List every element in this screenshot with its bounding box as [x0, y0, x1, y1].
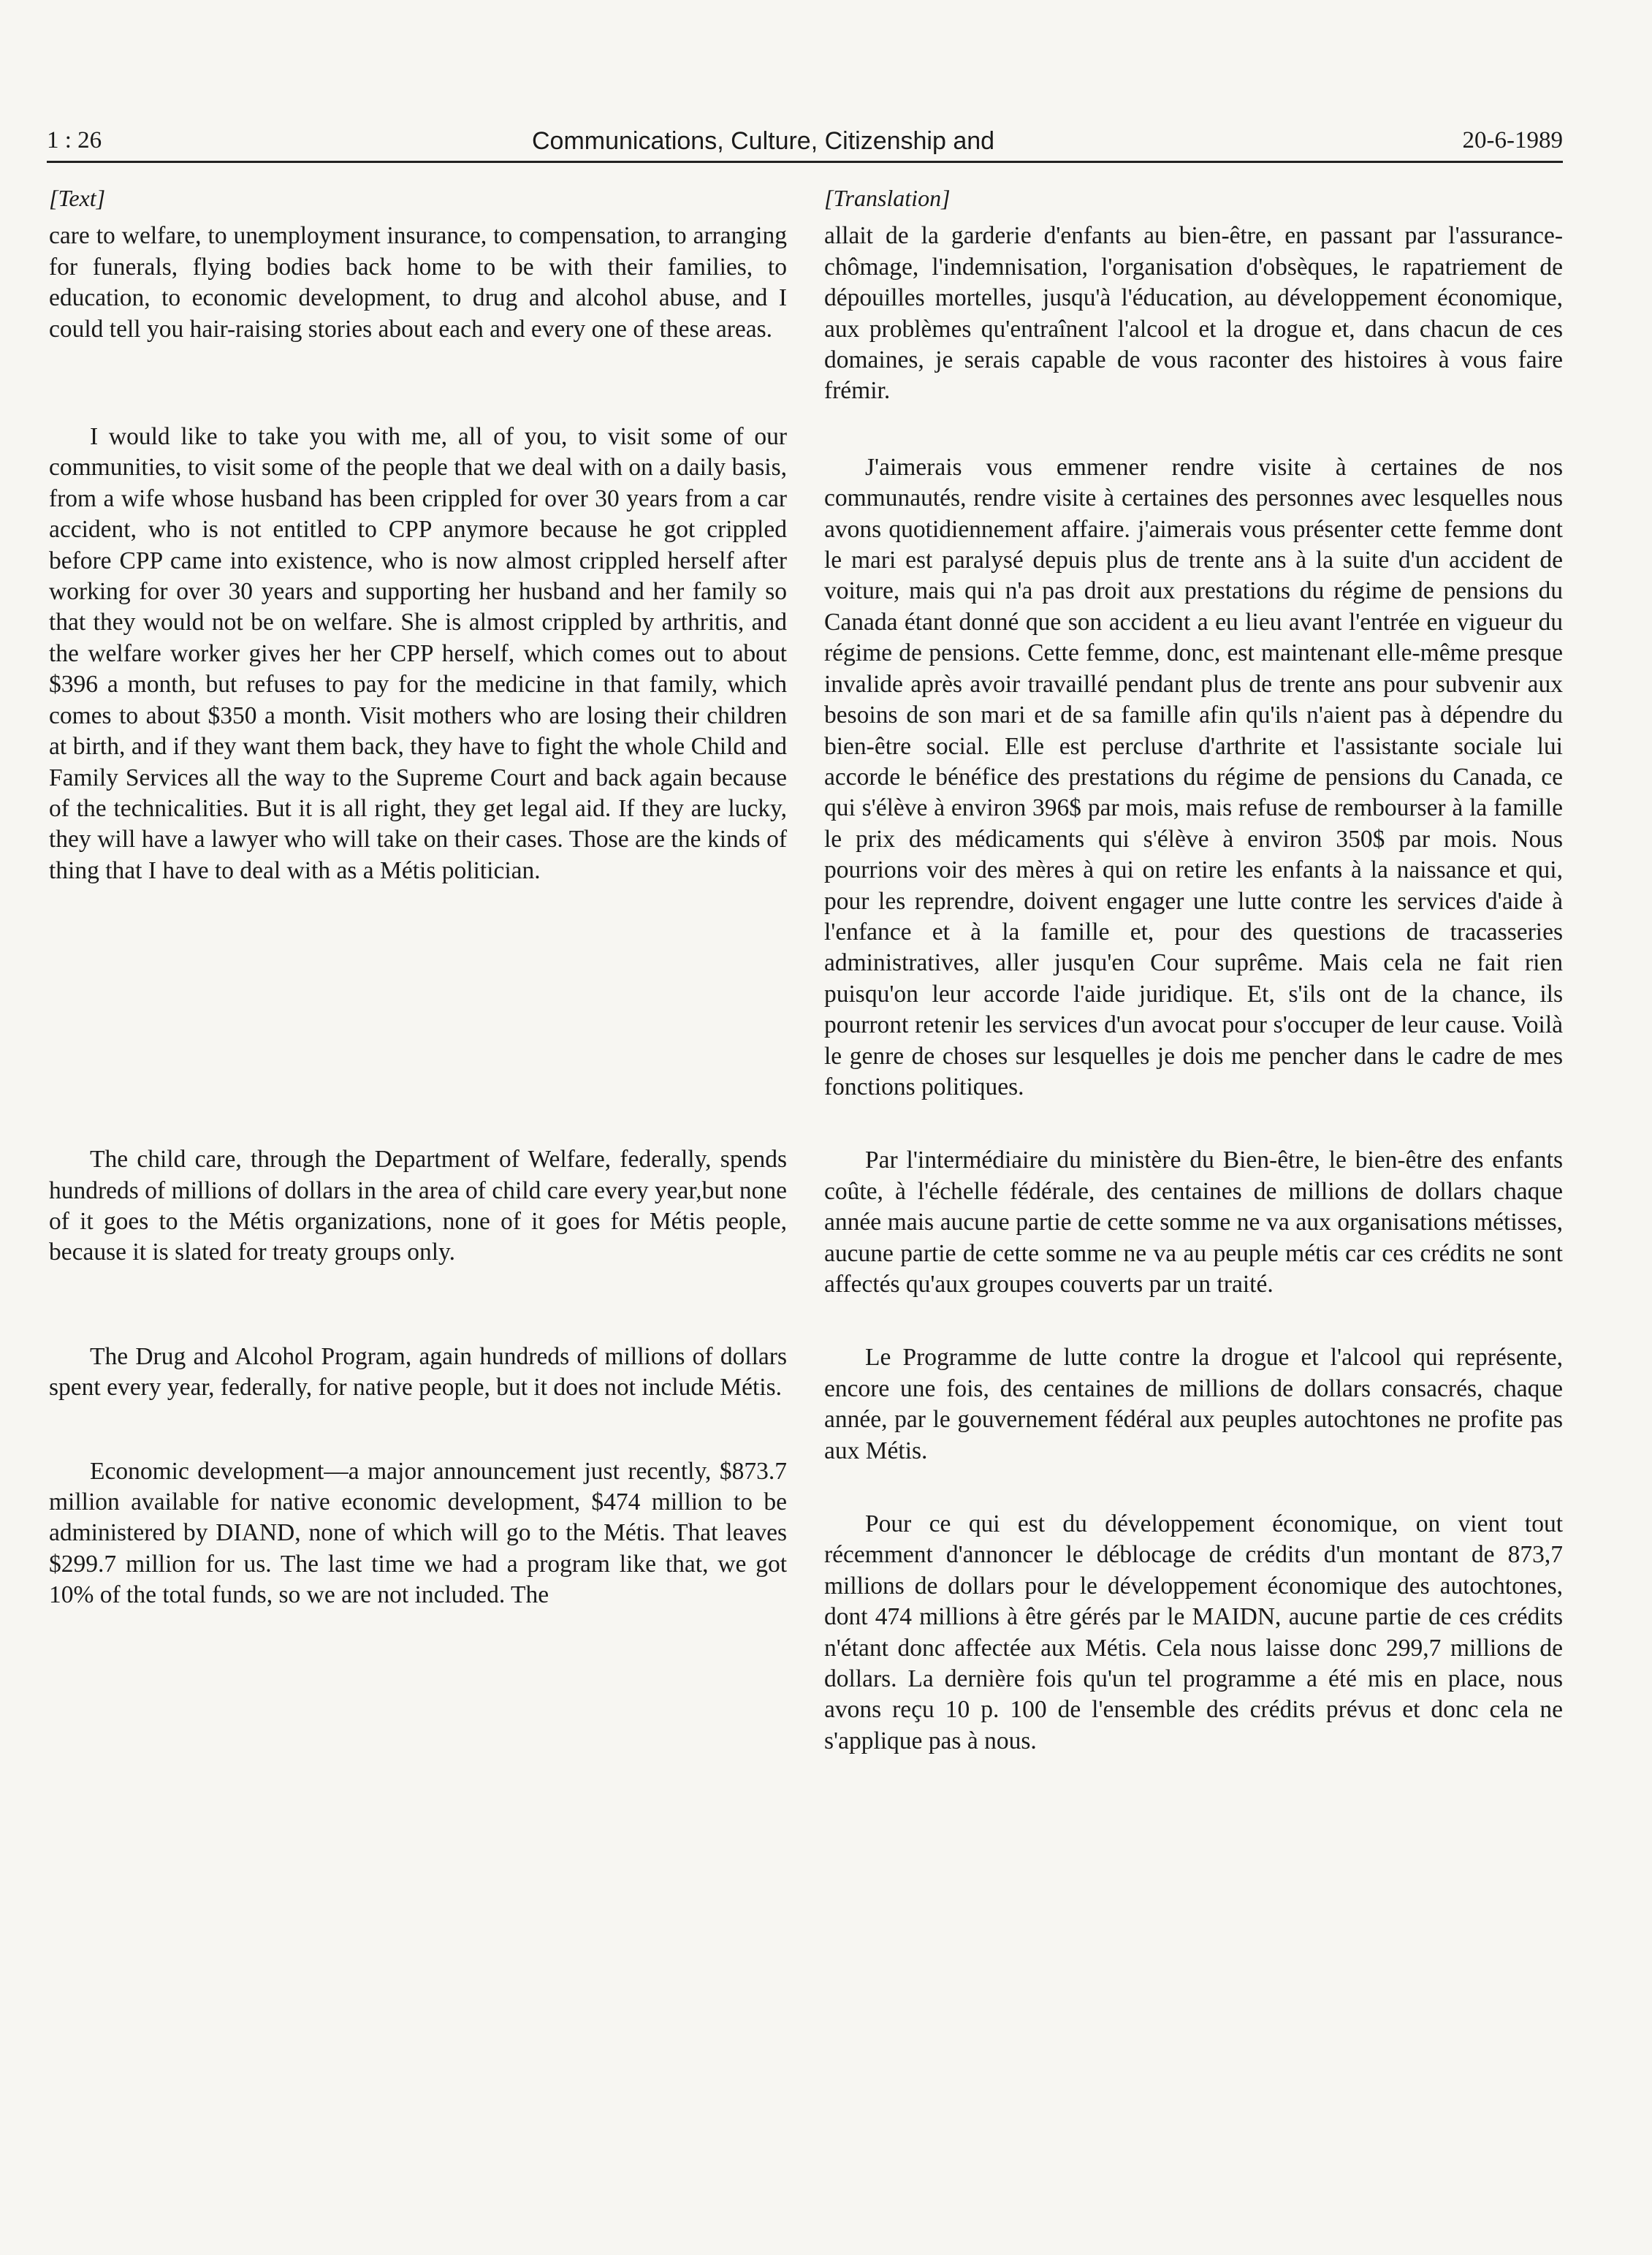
- text-label: [Text]: [49, 185, 106, 211]
- paragraph: Par l'intermédiaire du ministère du Bien-être, le bien-être des enfants coûte, à l'échelle fédérale, des centaines de millions de dollars chaque année mais aucune partie de cette somme ne va aux organisations métisses, aucune partie de cette somme ne va au peuple métis car ces crédits ne sont affectés qu'aux groupes couverts par un traité.: [824, 1146, 1563, 1298]
- paragraph: Le Programme de lutte contre la drogue et l'alcool qui représente, encore une fois, des centaines de millions de dollars consacrés, chaque année, par le gouvernement fédéral aux peuples autochtones ne profite pas aux Métis.: [824, 1344, 1563, 1464]
- french-column: [824, 183, 1563, 1757]
- paragraph: care to welfare, to unemployment insurance, to compensation, to arranging for funerals, flying bodies back home to be with their families, to education, to economic development, to drug and alcohol abuse, and I could tell you hair-raising stories about each and every one of these areas.: [49, 222, 787, 343]
- paragraph: allait de la garderie d'enfants au bien-être, en passant par l'assurance-chômage, l'indemnisation, l'organisation d'obsèques, le rapatriement de dépouilles mortelles, jusqu'à l'éducation, au développement économique, aux problèmes qu'entraînent l'alcool et la drogue et, dans chacun de ces domaines, je serais capable de vous raconter des histoires à vous faire frémir.: [824, 222, 1563, 405]
- header-date: 20-6-1989: [1462, 127, 1563, 153]
- page-header: [47, 124, 1563, 163]
- paragraph: I would like to take you with me, all of you, to visit some of our communities, to visit some of the people that we deal with on a daily basis, from a wife whose husband has been crippled for over 30 years from a car accident, who is not entitled to CPP anymore because he got crippled before CPP came into existence, who is now almost crippled herself after working for over 30 years and supporting her husband and her family so that they would not be on welfare. She is almost crippled by arthritis, and the welfare worker gives her her CPP herself, which comes out to about $396 a month, but refuses to pay for the medicine in that family, which comes to about $350 a month. Visit mothers who are losing their children at birth, and if they want them back, they have to fight the whole Child and Family Services all the way to the Supreme Court and back again because of the technicalities. But it is all right, they get legal aid. If they are lucky, they will have a lawyer who will take on their cases. Those are the kinds of thing that I have to deal with as a Métis politician.: [49, 423, 787, 884]
- translation-label: [Translation]: [824, 185, 951, 211]
- paragraph: J'aimerais vous emmener rendre visite à certaines de nos communautés, rendre visite à certaines des personnes avec lesquelles nous avons quotidiennement affaire. j'aimerais vous présenter cette femme dont le mari est paralysé depuis plus de trente ans à la suite d'un accident de voiture, mais qui n'a pas droit aux prestations du régime de pensions du Canada étant donné que son accident a eu lieu avant l'entrée en vigueur du régime de pensions. Cette femme, donc, est maintenant elle-même presque invalide après avoir travaillé pendant plus de trente ans pour subvenir aux besoins de son mari et de sa famille afin qu'ils n'aient pas à dépendre du bien-être social. Elle est percluse d'arthrite et l'assistante sociale lui accorde le bénéfice des prestations du régime de pensions du Canada, ce qui s'élève à environ 396$ par mois, mais refuse de rembourser à la famille le prix des médicaments qui s'élève à environ 350$ par mois. Nous pourrions voir des mères à qui on retire les enfants à la naissance et qui, pour les reprendre, doivent engager une lutte contre les services d'aide à l'enfance et à la famille et, pour des questions de tracasseries administratives, aller jusqu'en Cour suprême. Mais cela ne fait rien puisqu'on leur accorde l'aide juridique. Et, s'ils ont de la chance, ils pourront retenir les services d'un avocat pour s'occuper de leur cause. Voilà le genre de choses sur lesquelles je dois me pencher dans le cadre de mes fonctions politiques.: [824, 453, 1563, 1100]
- paragraph: The Drug and Alcohol Program, again hundreds of millions of dollars spent every year, federally, for native people, but it does not include Métis.: [49, 1342, 787, 1402]
- english-column: [49, 183, 787, 1611]
- page-number: 1 : 26: [47, 127, 102, 153]
- paragraph: The child care, through the Department of Welfare, federally, spends hundreds of millions of dollars in the area of child care every year,but none of it goes to the Métis organizations, none of it goes for Métis people, because it is slated for treaty groups only.: [49, 1146, 787, 1266]
- paragraph: Pour ce qui est du développement économique, on vient tout récemment d'annoncer le déblocage de crédits d'un montant de 873,7 millions de dollars pour le développement économique des autochtones, dont 474 millions à être gérés par le MAIDN, aucune partie de ces crédits n'étant donc affectée aux Métis. Cela nous laisse donc 299,7 millions de dollars. La dernière fois qu'un tel programme a été mis en place, nous avons reçu 10 p. 100 de l'ensemble des crédits prévus et donc cela ne s'applique pas à nous.: [824, 1510, 1563, 1754]
- running-title: Communications, Culture, Citizenship and: [532, 127, 995, 155]
- paragraph: Economic development—a major announcement just recently, $873.7 million available for native economic development, $474 million to be administered by DIAND, none of which will go to the Métis. That leaves $299.7 million for us. The last time we had a program like that, we got 10% of the total funds, so we are not included. The: [49, 1457, 787, 1609]
